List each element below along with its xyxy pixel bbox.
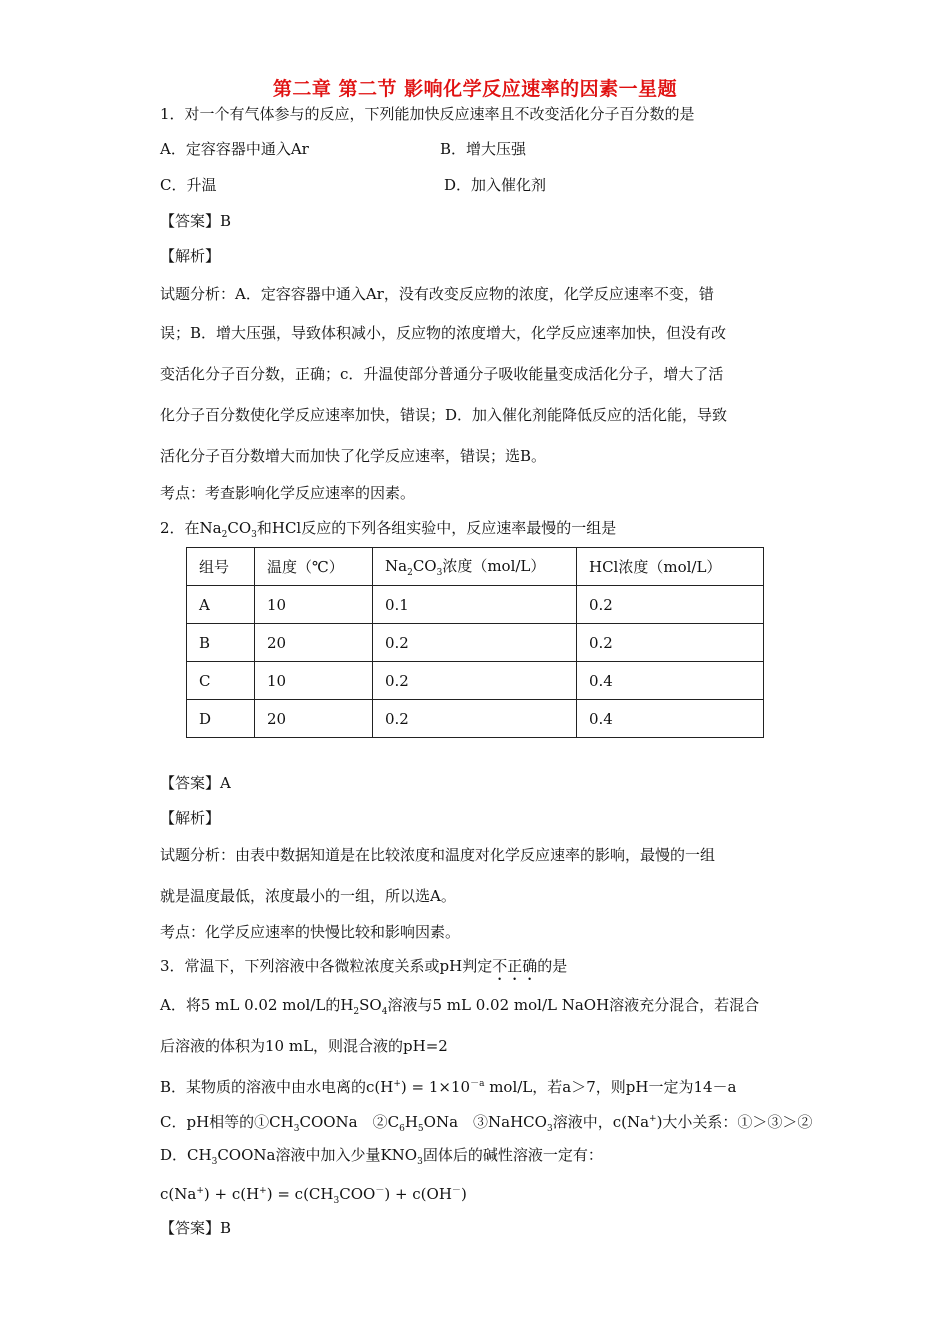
q3-d-sub-1: 3 [211,1157,218,1167]
q1-analysis-line-3: 变活化分子百分数，正确；c．升温使部分普通分子吸收能量变成活化分子，增大了活 [160,365,724,383]
q3-d-sub-2: 3 [417,1157,423,1167]
q1-option-d: D．加入催化剂 [444,176,547,194]
cell-group: D [187,700,255,738]
q3-eq-text-5: ) + c(OH [384,1185,452,1203]
q3-a-text-1: A．将5 mL 0.02 mol/L的H [160,996,354,1014]
q3-b-sup-2: －a [470,1079,485,1089]
q1-analysis-label: 【解析】 [160,247,221,265]
q1-point: 考点：考查影响化学反应速率的因素。 [160,484,416,502]
q3-eq-sup-1: + [196,1186,204,1196]
q3-b-sup-1: + [393,1079,401,1089]
q2-stem-text-1: 2．在Na [160,519,222,537]
q3-option-c [160,1109,812,1139]
q3-d-text-2: COONa溶液中加入少量KNO [217,1146,418,1164]
q3-a-text-3: 溶液与5 mL 0.02 mol/L NaOH溶液充分混合，若混合 [387,996,760,1014]
cell-group: B [187,624,255,662]
q3-c-sub-2: 6 [399,1124,405,1134]
q1-stem: 1．对一个有气体参与的反应，下列能加快反应速率且不改变活化分子百分数的是 [160,105,695,123]
q3-eq-text-3: ) = c(CH [266,1185,334,1203]
q3-c-sub-3: 5 [417,1124,424,1134]
q3-c-text-2: COONa ②C [299,1113,400,1131]
q3-c-sub-4: 3 [546,1124,553,1134]
q2-stem-text-3: 和HCl反应的下列各组实验中，反应速率最慢的一组是 [256,519,617,537]
header-na2co3-sub3: 3 [436,568,443,578]
q2-analysis-line-2: 就是温度最低，浓度最小的一组，所以选A。 [160,887,456,905]
q2-analysis-label: 【解析】 [160,809,221,827]
q3-option-a-line-1 [160,995,759,1022]
q2-point: 考点：化学反应速率的快慢比较和影响因素。 [160,923,461,941]
cell-hcl: 0.4 [577,662,764,700]
q3-option-d [160,1145,603,1172]
q1-option-b: B．增大压强 [440,140,527,158]
cell-na2co3: 0.2 [373,700,577,738]
q2-analysis-line-1: 试题分析：由表中数据知道是在比较浓度和温度对化学反应速率的影响，最慢的一组 [160,846,716,864]
q3-c-sub-1: 3 [293,1124,300,1134]
q2-stem-sub-2: 3 [251,530,257,540]
q3-option-b [160,1074,736,1097]
header-na2co3-na: Na [385,557,408,575]
table-header-row [187,548,764,586]
q2-answer: 【答案】A [160,774,231,792]
q3-eq-sup-4: － [451,1186,461,1196]
q3-stem [160,956,567,984]
header-na2co3-co: CO [412,557,437,575]
q1-analysis-line-4: 化分子百分数使化学反应速率加快，错误；D．加入催化剂能降低反应的活化能，导致 [160,406,728,424]
cell-temperature: 10 [255,586,373,624]
cell-na2co3: 0.2 [373,624,577,662]
q3-d-text-1: D．CH [160,1146,212,1164]
q3-eq-sup-3: － [375,1186,385,1196]
q1-analysis-line-1: 试题分析：A．定容容器中通入Ar，没有改变反应物的浓度，化学反应速率不变，错 [160,285,714,303]
page-title: 第二章 第二节 影响化学反应速率的因素一星题 [272,78,678,100]
cell-group: A [187,586,255,624]
q1-answer: 【答案】B [160,212,232,230]
q3-b-text-2: ) = 1×10 [400,1078,471,1096]
header-na2co3-conc [373,548,577,586]
q3-eq-sup-2: + [259,1186,267,1196]
q2-stem [160,518,616,545]
cell-hcl: 0.4 [577,700,764,738]
header-na2co3-sub2: 2 [407,568,413,578]
cell-hcl: 0.2 [577,586,764,624]
q3-eq-sub-1: 3 [333,1196,340,1206]
q3-c-text-6: )大小关系：①＞③＞② [656,1113,813,1131]
header-temperature: 温度（℃） [255,548,373,586]
cell-group: C [187,662,255,700]
q3-eq-text-4: COO [339,1185,376,1203]
cell-hcl: 0.2 [577,624,764,662]
cell-temperature: 20 [255,624,373,662]
q3-eq-text-2: ) + c(H [203,1185,260,1203]
cell-temperature: 20 [255,700,373,738]
q1-analysis-line-5: 活化分子百分数增大而加快了化学反应速率，错误；选B。 [160,447,547,465]
q2-stem-sub-1: 2 [221,530,228,540]
table-row [187,700,764,738]
header-group: 组号 [187,548,255,586]
table-row [187,624,764,662]
q1-option-c: C．升温 [160,176,217,194]
q3-stem-text-2: 的是 [537,957,568,975]
q3-a-sub-1: 2 [353,1007,360,1017]
q3-stem-emphasis: 不正确 [492,957,538,975]
q3-eq-text-1: c(Na [160,1185,197,1203]
q1-option-a: A．定容容器中通入Ar [160,140,309,158]
q3-a-text-2: SO [359,996,382,1014]
q1-analysis-line-2: 误；B．增大压强，导致体积减小，反应物的浓度增大，化学反应速率加快，但没有改 [160,324,727,342]
q3-c-text-4: ONa ③NaHCO [423,1113,547,1131]
q3-stem-text-1: 3．常温下，下列溶液中各微粒浓度关系或pH判定 [160,957,493,975]
q2-data-table [186,547,764,738]
cell-temperature: 10 [255,662,373,700]
q2-stem-text-2: CO [227,519,252,537]
q3-answer: 【答案】B [160,1219,232,1237]
q3-eq-text-6: ) [460,1185,467,1203]
header-na2co3-unit: 浓度（mol/L） [442,557,546,575]
q3-c-text-3: H [404,1113,418,1131]
table-row [187,586,764,624]
header-hcl-conc: HCl浓度（mol/L） [577,548,764,586]
q3-equation [160,1181,467,1211]
q3-b-text-3: mol/L，若a＞7，则pH一定为14－a [484,1078,737,1096]
q3-c-text-5: 溶液中，c(Na [552,1113,650,1131]
q3-option-a-line-2: 后溶液的体积为10 mL，则混合液的pH=2 [160,1037,448,1055]
cell-na2co3: 0.2 [373,662,577,700]
q3-b-text-1: B．某物质的溶液中由水电离的c(H [160,1078,394,1096]
q3-a-sub-2: 4 [381,1007,388,1017]
q3-c-text-1: C．pH相等的①CH [160,1113,294,1131]
table-row [187,662,764,700]
q3-c-sup: + [649,1114,657,1124]
q3-d-text-3: 固体后的碱性溶液一定有： [422,1146,603,1164]
cell-na2co3: 0.1 [373,586,577,624]
